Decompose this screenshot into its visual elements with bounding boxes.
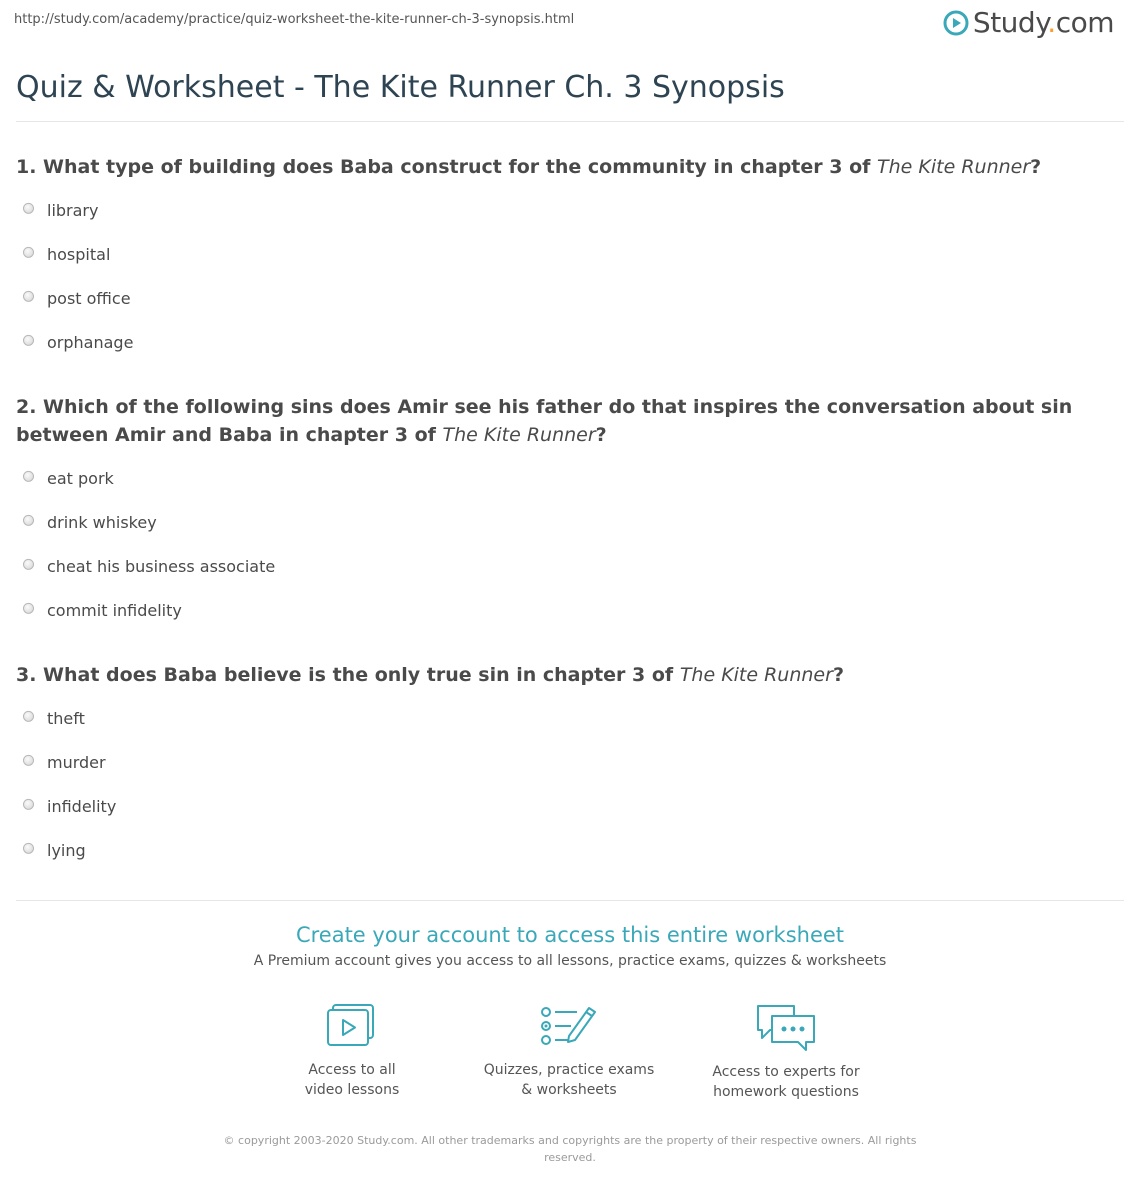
question-3 (16, 661, 1124, 872)
question-text: 1. What type of building does Baba construct for the community in chapter 3 of The Kite Runner? (16, 156, 1042, 178)
divider (16, 900, 1124, 901)
answer-option[interactable] (16, 696, 1124, 740)
chat-bubbles-icon (754, 1002, 818, 1052)
question-2 (16, 393, 1124, 632)
radio-button[interactable] (23, 603, 34, 614)
radio-button[interactable] (23, 799, 34, 810)
answer-label: theft (47, 708, 85, 728)
answer-option[interactable] (16, 828, 1124, 872)
answer-label: commit infidelity (47, 600, 182, 620)
radio-button[interactable] (23, 559, 34, 570)
radio-button[interactable] (23, 291, 34, 302)
page-url[interactable]: http://study.com/academy/practice/quiz-worksheet-the-kite-runner-ch-3-synopsis.html (14, 12, 575, 27)
answer-label: infidelity (47, 796, 117, 816)
feature-video-lessons (242, 1002, 462, 1100)
answer-option[interactable] (16, 188, 1124, 232)
play-circle-icon (943, 10, 969, 36)
answer-label: lying (47, 840, 86, 860)
divider (16, 121, 1124, 122)
radio-button[interactable] (23, 843, 34, 854)
answer-label: murder (47, 752, 106, 772)
answer-option[interactable] (16, 740, 1124, 784)
answer-option[interactable] (16, 276, 1124, 320)
answer-option[interactable] (16, 784, 1124, 828)
radio-button[interactable] (23, 203, 34, 214)
quiz-checklist-icon (539, 1002, 599, 1050)
answer-option[interactable] (16, 456, 1124, 500)
cta-subtitle: A Premium account gives you access to all lessons, practice exams, quizzes & worksheets (253, 953, 887, 969)
feature-experts (676, 1002, 896, 1102)
radio-button[interactable] (23, 247, 34, 258)
answer-option[interactable] (16, 320, 1124, 364)
feature-quizzes (459, 1002, 679, 1100)
answer-options (16, 188, 1124, 364)
feature-label: Quizzes, practice exams & worksheets (483, 1062, 655, 1098)
answer-label: eat pork (47, 468, 114, 488)
radio-button[interactable] (23, 515, 34, 526)
question-1 (16, 153, 1124, 364)
feature-label: Access to all video lessons (304, 1062, 400, 1098)
answer-option[interactable] (16, 544, 1124, 588)
question-text: 3. What does Baba believe is the only true sin in chapter 3 of The Kite Runner? (16, 664, 844, 686)
answer-label: cheat his business associate (47, 556, 276, 576)
answer-options (16, 696, 1124, 872)
answer-label: hospital (47, 244, 111, 264)
answer-label: orphanage (47, 332, 134, 352)
answer-option[interactable] (16, 588, 1124, 632)
answer-options (16, 456, 1124, 632)
radio-button[interactable] (23, 711, 34, 722)
answer-label: post office (47, 288, 131, 308)
radio-button[interactable] (23, 755, 34, 766)
video-lessons-icon (324, 1002, 380, 1050)
copyright-notice: © copyright 2003-2020 Study.com. All other trademarks and copyrights are the property of their respective owners. All rights reserved. (223, 1134, 917, 1164)
feature-label: Access to experts for homework questions (712, 1064, 860, 1100)
radio-button[interactable] (23, 335, 34, 346)
answer-label: drink whiskey (47, 512, 157, 532)
radio-button[interactable] (23, 471, 34, 482)
page-title: Quiz & Worksheet - The Kite Runner Ch. 3 Synopsis (16, 70, 785, 105)
top-bar (0, 0, 1140, 52)
answer-option[interactable] (16, 232, 1124, 276)
question-text: 2. Which of the following sins does Amir see his father do that inspires the conversation about sin between Amir and Baba in chapter 3 of The Kite Runner? (16, 396, 1073, 446)
answer-option[interactable] (16, 500, 1124, 544)
cta-title[interactable]: Create your account to access this entire worksheet (295, 923, 845, 947)
answer-label: library (47, 200, 99, 220)
logo-text: Study.com (972, 6, 1114, 39)
study-logo[interactable] (943, 6, 1114, 39)
